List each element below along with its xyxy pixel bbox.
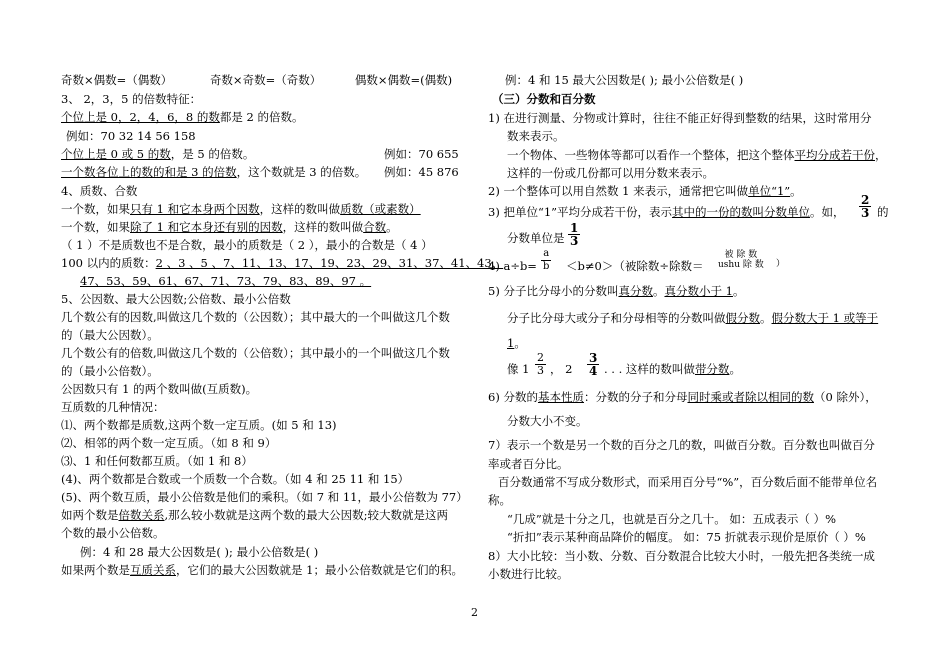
example-multiples-of-2: 例如：70 32 14 56 158	[66, 129, 196, 143]
percent-sign-rule: 百分数通常不写成分数形式，而采用百分号“%”，百分数后面不能带单位名	[498, 475, 878, 489]
section-4-heading: 4、质数、合数	[61, 184, 138, 198]
division-fraction-condition: ＜b≠0＞（被除数÷除数＝	[566, 259, 704, 273]
section-3-heading: 3、 2，3，5 的倍数特征：	[61, 92, 202, 106]
mixed-frac-three-fourths: $\frac{3}{4}$	[589, 351, 598, 378]
fraction-unit-suffix: 的	[877, 205, 889, 219]
coprime-definition: 公因数只有 1 的两个数叫做(互质数)。	[61, 382, 258, 396]
prime-definition: 一个数，如果只有 1 和它本身两个因数，这样的数叫做质数（或素数）	[61, 202, 421, 216]
improper-fraction-rule: 分子比分母大或分子和分母相等的分数叫做假分数。假分数大于 1 或等于	[507, 311, 879, 325]
smallest-prime-composite: （ 1 ）不是质数也不是合数，最小的质数是（ 2 ），最小的合数是（ 4 ）	[61, 238, 433, 252]
mixed-number-rule: . . . 这样的数叫做带分数。	[604, 362, 741, 376]
odd-odd-rule: 奇数×奇数=（奇数）	[209, 73, 322, 87]
improper-fraction-rule-cont: 1。	[507, 336, 526, 350]
size-comparison-rule-cont: 小数进行比较。	[488, 567, 569, 581]
unit-one-rule: 2) 一个整体可以用自然数 1 来表示，通常把它叫做单位“1”。	[488, 184, 802, 198]
mixed-number-lead: 像 1	[507, 362, 530, 376]
coprime-case-4: (4)、两个数都是合数或一个质数一个合数。（如 4 和 25 11 和 15）	[61, 472, 410, 486]
fraction-intro: 1) 在进行测量、分物或计算时，往往不能正好得到整数的结果，这时常用分	[488, 111, 872, 125]
odd-even-rule: 奇数×偶数=（偶数）	[61, 73, 173, 87]
fraction-unit-rule: 3) 把单位“1”平均分成若干份，表示其中的一份的数叫分数单位。如，	[488, 205, 845, 219]
whole-division-rule: 一个物体、一些物体等都可以看作一个整体，把这个整体平均分成若干份，	[507, 148, 887, 162]
coprime-case-3: ⑶、1 和任何数都互质。（如 1 和 8）	[61, 454, 253, 468]
fraction-basic-property-cont: 分数大小不变。	[507, 414, 588, 428]
rule-multiple-of-3: 一个数各位上的数的和是 3 的倍数，这个数就是 3 的倍数。	[61, 165, 367, 179]
percent-definition-cont: 率或者百分比。	[488, 457, 569, 471]
fraction-one-third: $\frac{1}{3}$	[570, 221, 579, 248]
size-comparison-rule: 8）大小比较：当小数、分数、百分数混合比较大小时，一般先把各类统一成	[488, 549, 875, 563]
division-fraction-rule: 4) a÷b=	[488, 259, 537, 273]
fraction-two-thirds: $\frac{2}{3}$	[861, 193, 870, 220]
coprime-case-5: (5)、两个数互质，最小公倍数是他们的乘积。（如 7 和 11，最小公倍数为 77）	[61, 490, 468, 504]
section-fractions-heading: （三）分数和百分数	[492, 92, 596, 106]
mixed-number-sep: ， 2	[550, 362, 573, 376]
example-multiples-of-5: 例如：70 655	[384, 147, 459, 161]
section-5-heading: 5、公因数、最大公因数;公倍数、最小公倍数	[61, 292, 291, 306]
multiple-relation-rule: 如两个数是倍数关系,那么较小数就是这两个数的最大公因数;较大数就是这两	[61, 508, 449, 522]
fraction-unit-is: 分数单位是	[507, 231, 565, 245]
rule-multiple-of-5: 个位上是 0 或 5 的数，是 5 的倍数。	[61, 147, 255, 161]
page-number: 2	[471, 606, 478, 619]
common-factor-definition: 几个数公有的因数,叫做这几个数的（公因数）；其中最大的一个叫做这几个数	[61, 310, 450, 324]
primes-under-100-line2: 47、53、59、61、67、71、73、79、83、89、97 。	[80, 274, 372, 288]
common-factor-definition-cont: 的（最大公因数）。	[61, 328, 159, 342]
rule-multiple-of-2: 个位上是 0，2，4，6，8 的数都是 2 的倍数。	[61, 110, 304, 124]
coprime-cases-heading: 互质数的几种情况：	[61, 400, 165, 414]
multiple-relation-rule-cont: 个数的最小公倍数。	[61, 526, 165, 540]
fraction-a-over-b: $\frac{a}{b}$	[543, 248, 550, 272]
whole-division-rule-cont: 这样的一份或几份都可以用分数来表示。	[507, 166, 714, 180]
coprime-case-2: ⑵、相邻的两个数一定互质。（如 8 和 9）	[61, 436, 277, 450]
proper-fraction-rule: 5) 分子比分母小的分数叫真分数。真分数小于 1。	[488, 284, 745, 298]
coprime-relation-rule: 如果两个数是互质关系，它们的最大公因数就是 1；最小公倍数就是它们的积。	[61, 563, 463, 577]
discount-rule: “折扣”表示某种商品降价的幅度。 如：75 折就表示现价是原价（ ）%	[507, 530, 866, 544]
percent-definition: 7）表示一个数是另一个数的百分之几的数，叫做百分数。百分数也叫做百分	[488, 438, 875, 452]
even-even-rule: 偶数×偶数=(偶数)	[354, 73, 453, 87]
mixed-frac-two-thirds: $\frac{2}{3}$	[537, 351, 544, 377]
common-multiple-definition-cont: 的（最小公倍数）。	[61, 364, 159, 378]
example-multiples-of-3: 例如：45 876	[384, 165, 459, 179]
primes-under-100-line1: 100 以内的质数：2 、3 、5 、7、11、13、17、19、23、29、31、37、41、43、	[61, 256, 504, 270]
example-4-and-15: 例：4 和 15 最大公因数是( ); 最小公倍数是( )	[505, 73, 744, 87]
composite-definition: 一个数，如果除了 1 和它本身还有别的因数，这样的数叫做合数。	[61, 220, 398, 234]
coprime-case-1: ⑴、两个数都是质数,这两个数一定互质。(如 5 和 13)	[61, 418, 337, 432]
cheng-rule: “几成”就是十分之几，也就是百分之几十。 如：五成表示（ ）%	[507, 512, 836, 526]
common-multiple-definition: 几个数公有的倍数,叫做这几个数的（公倍数）；其中最小的一个叫做这几个数	[61, 346, 450, 360]
parity-rules-line	[61, 73, 452, 87]
fraction-intro-cont: 数来表示。	[507, 129, 565, 143]
division-fraction-close: ）	[776, 259, 786, 269]
example-4-and-28: 例：4 和 28 最大公因数是( ); 最小公倍数是( )	[80, 545, 319, 559]
fraction-basic-property: 6) 分数的基本性质：分数的分子和分母同时乘或者除以相同的数（0 除外），	[488, 390, 877, 404]
percent-sign-rule-cont: 称。	[488, 493, 511, 507]
fraction-dividend-over-divisor: 被 除 数 ushu 除 数	[718, 250, 764, 270]
